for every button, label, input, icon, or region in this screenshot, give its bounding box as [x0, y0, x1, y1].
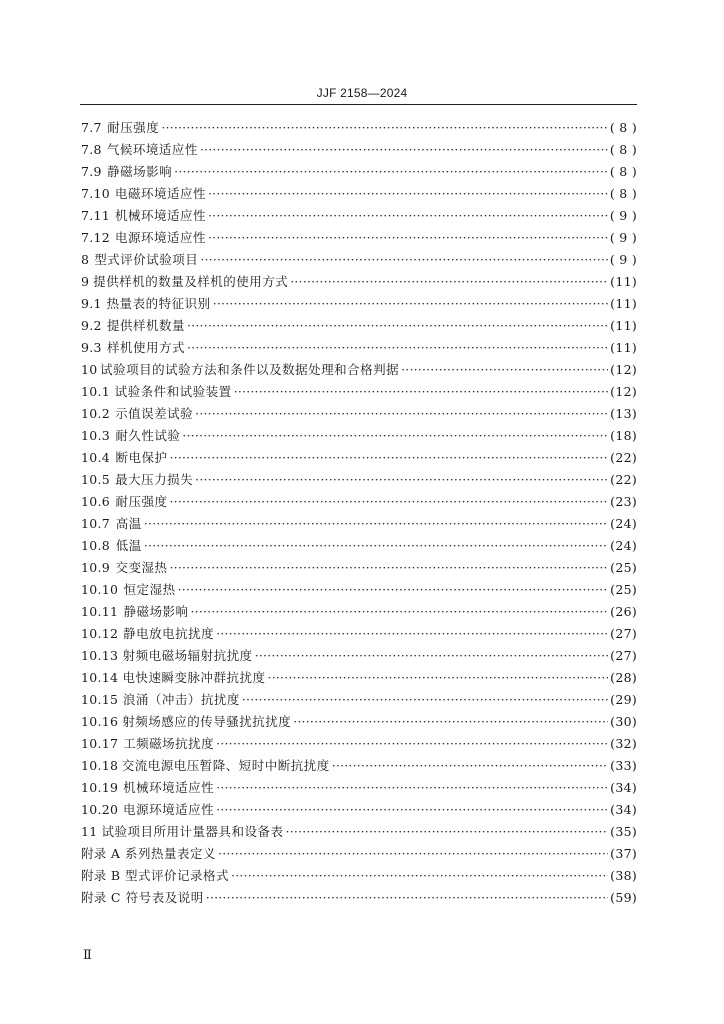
- toc-entry-number: 10.19: [81, 780, 119, 795]
- toc-entry[interactable]: [81, 315, 637, 337]
- toc-entry[interactable]: [81, 139, 637, 161]
- toc-leader-dots: [178, 579, 609, 601]
- toc-entry-number: 9: [81, 274, 90, 289]
- toc-entry-page: (23): [610, 494, 637, 509]
- toc-entry-page: (11): [610, 318, 637, 333]
- toc-entry-page: ( 9 ): [609, 252, 637, 267]
- toc-entry-number: 10.5: [81, 472, 111, 487]
- toc-entry-page: (26): [610, 604, 637, 619]
- toc-entry-number: 10.10: [81, 582, 119, 597]
- toc-entry[interactable]: [81, 689, 637, 711]
- toc-entry-number: 附录 A: [81, 846, 121, 861]
- toc-leader-dots: [187, 315, 608, 337]
- toc-entry[interactable]: [81, 645, 637, 667]
- toc-entry-page: (24): [610, 516, 637, 531]
- toc-entry-title: 气候环境适应性: [106, 142, 198, 157]
- toc-entry-number: 7.7: [81, 120, 102, 135]
- toc-entry-title: 电磁环境适应性: [114, 186, 206, 201]
- toc-entry-page: (34): [610, 802, 637, 817]
- toc-entry-title: 交流电源电压暂降、短时中断抗扰度: [121, 758, 330, 773]
- toc-entry-page: (28): [610, 670, 637, 685]
- toc-entry[interactable]: [81, 513, 637, 535]
- toc-entry-number: 7.9: [81, 164, 102, 179]
- toc-entry-number: 10.14: [81, 670, 119, 685]
- toc-leader-dots: [169, 557, 608, 579]
- toc-entry-number: 9.1: [81, 296, 102, 311]
- toc-entry[interactable]: [81, 821, 637, 843]
- toc-entry[interactable]: [81, 777, 637, 799]
- toc-entry[interactable]: [81, 755, 637, 777]
- toc-entry-title: 工频磁场抗扰度: [123, 736, 215, 751]
- toc-leader-dots: [208, 227, 608, 249]
- toc-entry-title: 提供样机的数量及样机的使用方式: [93, 274, 289, 289]
- toc-entry-page: (29): [610, 692, 637, 707]
- toc-entry-title: 最大压力损失: [115, 472, 194, 487]
- toc-leader-dots: [231, 865, 608, 887]
- toc-entry-page: (13): [610, 406, 637, 421]
- toc-entry[interactable]: [81, 227, 637, 249]
- toc-leader-dots: [144, 535, 608, 557]
- toc-entry[interactable]: [81, 293, 637, 315]
- toc-entry[interactable]: [81, 579, 637, 601]
- toc-entry[interactable]: [81, 887, 637, 909]
- toc-entry[interactable]: [81, 271, 637, 293]
- toc-entry-number: 10.7: [81, 516, 111, 531]
- toc-entry-number: 10.1: [81, 384, 111, 399]
- toc-entry-number: 11: [81, 824, 98, 839]
- toc-entry-page: ( 8 ): [609, 164, 637, 179]
- toc-leader-dots: [169, 447, 608, 469]
- toc-leader-dots: [332, 755, 608, 777]
- toc-entry-title: 试验项目所用计量器具和设备表: [101, 824, 284, 839]
- toc-entry-page: (34): [610, 780, 637, 795]
- toc-entry-number: 9.2: [81, 318, 102, 333]
- toc-entry-number: 10.15: [81, 692, 119, 707]
- toc-entry-number: 9.3: [81, 340, 102, 355]
- toc-leader-dots: [161, 117, 608, 139]
- toc-leader-dots: [234, 381, 608, 403]
- toc-entry-page: (12): [610, 384, 637, 399]
- toc-leader-dots: [216, 777, 608, 799]
- toc-entry[interactable]: [81, 183, 637, 205]
- toc-entry[interactable]: [81, 733, 637, 755]
- toc-entry-title: 低温: [115, 538, 142, 553]
- toc-entry-page: (18): [610, 428, 637, 443]
- toc-entry[interactable]: [81, 117, 637, 139]
- toc-entry-number: 10.18: [81, 758, 119, 773]
- table-of-contents: [81, 117, 637, 909]
- toc-entry-number: 10.12: [81, 626, 119, 641]
- toc-leader-dots: [195, 469, 608, 491]
- toc-leader-dots: [242, 689, 608, 711]
- toc-entry-title: 耐压强度: [107, 120, 160, 135]
- toc-leader-dots: [268, 667, 609, 689]
- toc-leader-dots: [200, 249, 608, 271]
- toc-entry[interactable]: [81, 799, 637, 821]
- toc-leader-dots: [169, 491, 608, 513]
- toc-entry-page: (30): [610, 714, 637, 729]
- toc-entry-title: 交变湿热: [115, 560, 168, 575]
- toc-entry-title: 示值误差试验: [115, 406, 194, 421]
- toc-entry-page: (59): [610, 890, 637, 905]
- toc-entry-number: 10.11: [81, 604, 119, 619]
- toc-entry-number: 附录 B: [81, 868, 121, 883]
- toc-entry-title: 断电保护: [115, 450, 168, 465]
- toc-entry-page: (35): [610, 824, 637, 839]
- toc-entry[interactable]: [81, 469, 637, 491]
- toc-entry-number: 8: [81, 252, 90, 267]
- toc-leader-dots: [213, 293, 608, 315]
- toc-entry-page: ( 9 ): [609, 208, 637, 223]
- toc-leader-dots: [187, 337, 608, 359]
- toc-entry-title: 浪涌（冲击）抗扰度: [122, 692, 240, 707]
- toc-entry-title: 射频场感应的传导骚扰抗扰度: [122, 714, 292, 729]
- toc-entry[interactable]: [81, 557, 637, 579]
- toc-entry-title: 耐压强度: [115, 494, 168, 509]
- page-number: Ⅱ: [83, 948, 92, 963]
- toc-entry-number: 10.2: [81, 406, 111, 421]
- toc-entry[interactable]: [81, 161, 637, 183]
- toc-entry-title: 试验条件和试验装置: [114, 384, 232, 399]
- toc-entry-page: (25): [610, 560, 637, 575]
- toc-entry-title: 电源环境适应性: [114, 230, 206, 245]
- toc-entry-page: (12): [610, 362, 637, 377]
- toc-entry[interactable]: [81, 359, 637, 381]
- toc-entry-title: 样机使用方式: [106, 340, 185, 355]
- toc-leader-dots: [182, 425, 608, 447]
- toc-entry-number: 10.4: [81, 450, 111, 465]
- toc-entry[interactable]: [81, 491, 637, 513]
- header-rule: [80, 104, 637, 105]
- toc-entry-page: (22): [610, 450, 637, 465]
- toc-entry-page: (22): [610, 472, 637, 487]
- toc-entry[interactable]: [81, 205, 637, 227]
- toc-entry-title: 高温: [115, 516, 142, 531]
- toc-entry[interactable]: [81, 249, 637, 271]
- toc-entry[interactable]: [81, 535, 637, 557]
- toc-entry-title: 静磁场影响: [123, 604, 189, 619]
- toc-leader-dots: [190, 601, 608, 623]
- toc-entry-page: (11): [610, 296, 637, 311]
- toc-entry-title: 静磁场影响: [107, 164, 173, 179]
- toc-entry-page: ( 9 ): [609, 230, 637, 245]
- toc-leader-dots: [206, 887, 608, 909]
- toc-entry-page: ( 8 ): [609, 142, 637, 157]
- toc-entry[interactable]: [81, 425, 637, 447]
- toc-entry-title: 电源环境适应性: [123, 802, 215, 817]
- toc-leader-dots: [208, 205, 608, 227]
- toc-entry[interactable]: [81, 601, 637, 623]
- toc-entry-page: (27): [610, 626, 637, 641]
- toc-entry-number: 10.9: [81, 560, 111, 575]
- toc-entry-number: 7.10: [81, 186, 111, 201]
- toc-leader-dots: [216, 733, 608, 755]
- toc-entry-title: 热量表的特征识别: [106, 296, 211, 311]
- toc-entry-title: 射频电磁场辐射抗扰度: [122, 648, 253, 663]
- toc-leader-dots: [174, 161, 608, 183]
- toc-entry-number: 10.17: [81, 736, 119, 751]
- toc-leader-dots: [208, 183, 608, 205]
- toc-leader-dots: [290, 271, 608, 293]
- toc-entry-page: (37): [610, 846, 637, 861]
- toc-entry-page: (27): [610, 648, 637, 663]
- toc-entry[interactable]: [81, 623, 637, 645]
- toc-leader-dots: [200, 139, 608, 161]
- toc-entry-page: (33): [610, 758, 637, 773]
- toc-entry-title: 静电放电抗扰度: [123, 626, 215, 641]
- toc-entry-number: 7.11: [81, 208, 111, 223]
- toc-leader-dots: [144, 513, 608, 535]
- toc-entry[interactable]: [81, 667, 637, 689]
- toc-entry-title: 提供样机数量: [106, 318, 185, 333]
- toc-leader-dots: [218, 843, 608, 865]
- toc-entry[interactable]: [81, 381, 637, 403]
- toc-entry-page: ( 8 ): [609, 120, 637, 135]
- toc-entry-title: 电快速瞬变脉冲群抗扰度: [122, 670, 266, 685]
- toc-entry-page: (38): [610, 868, 637, 883]
- toc-entry-number: 附录 C: [81, 890, 121, 905]
- toc-entry[interactable]: [81, 865, 637, 887]
- toc-entry-page: (24): [610, 538, 637, 553]
- toc-entry-page: (11): [610, 340, 637, 355]
- toc-entry[interactable]: [81, 711, 637, 733]
- toc-entry-title: 机械环境适应性: [114, 208, 206, 223]
- toc-entry-number: 10: [81, 362, 98, 377]
- toc-entry-page: (25): [610, 582, 637, 597]
- toc-leader-dots: [195, 403, 608, 425]
- toc-leader-dots: [401, 359, 608, 381]
- toc-entry-title: 恒定湿热: [123, 582, 176, 597]
- toc-entry-title: 系列热量表定义: [125, 846, 217, 861]
- toc-entry-number: 7.12: [81, 230, 111, 245]
- toc-entry-title: 机械环境适应性: [123, 780, 215, 795]
- toc-entry-title: 型式评价记录格式: [125, 868, 230, 883]
- toc-entry-number: 7.8: [81, 142, 102, 157]
- toc-entry-page: (11): [610, 274, 637, 289]
- toc-entry[interactable]: [81, 337, 637, 359]
- toc-entry-title: 试验项目的试验方法和条件以及数据处理和合格判据: [100, 362, 400, 377]
- toc-entry[interactable]: [81, 843, 637, 865]
- toc-entry-number: 10.20: [81, 802, 119, 817]
- toc-entry[interactable]: [81, 403, 637, 425]
- toc-entry-title: 型式评价试验项目: [94, 252, 199, 267]
- toc-leader-dots: [216, 799, 608, 821]
- toc-entry-number: 10.6: [81, 494, 111, 509]
- toc-leader-dots: [216, 623, 608, 645]
- toc-entry[interactable]: [81, 447, 637, 469]
- toc-entry-number: 10.16: [81, 714, 119, 729]
- toc-leader-dots: [255, 645, 608, 667]
- toc-leader-dots: [286, 821, 609, 843]
- toc-leader-dots: [293, 711, 608, 733]
- toc-entry-number: 10.3: [81, 428, 111, 443]
- toc-entry-page: ( 8 ): [609, 186, 637, 201]
- toc-entry-number: 10.8: [81, 538, 111, 553]
- toc-entry-number: 10.13: [81, 648, 119, 663]
- toc-entry-title: 耐久性试验: [115, 428, 181, 443]
- document-code-header: JJF 2158—2024: [316, 86, 408, 100]
- toc-entry-page: (32): [610, 736, 637, 751]
- toc-entry-title: 符号表及说明: [125, 890, 204, 905]
